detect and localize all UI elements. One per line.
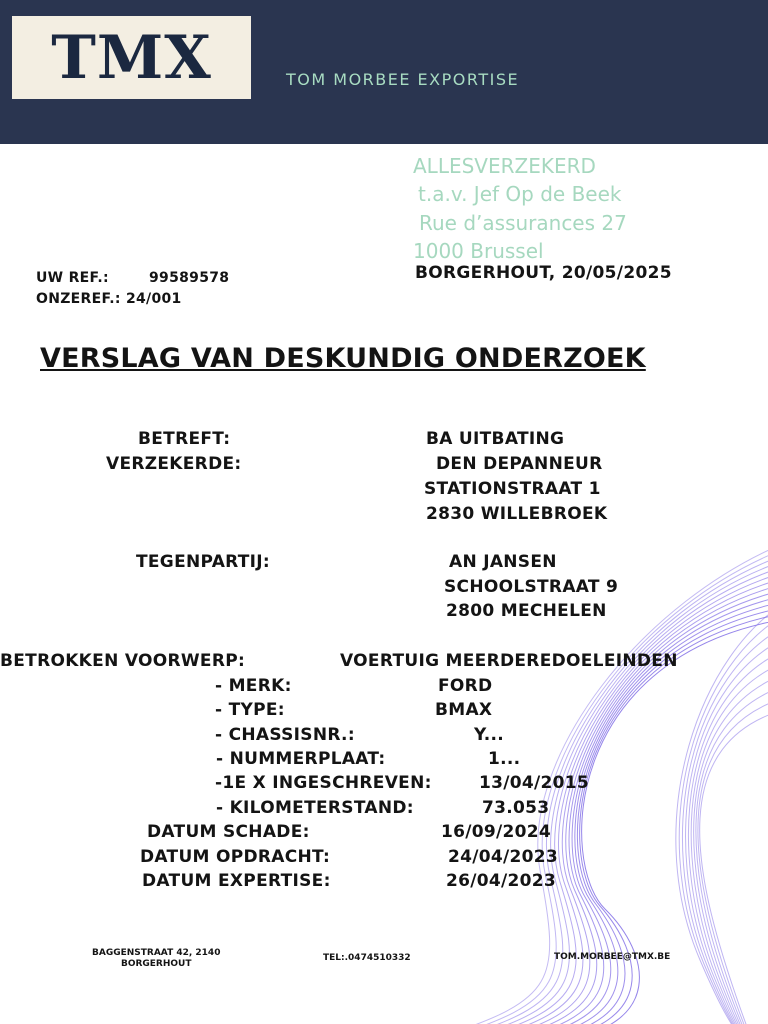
datum-expertise-label: DATUM EXPERTISE: <box>142 871 331 891</box>
swirl-line <box>679 612 768 1024</box>
place-date: BORGERHOUT, 20/05/2025 <box>415 263 672 283</box>
brand-name: TOM MORBEE EXPORTISE <box>286 70 520 89</box>
company-logo <box>12 16 251 99</box>
swirl-line <box>688 648 768 1024</box>
swirl-line <box>676 600 768 1024</box>
swirl-line <box>700 708 768 1024</box>
tegenpartij-label: TEGENPARTIJ: <box>136 552 271 572</box>
footer-phone: TEL:.0474510332 <box>323 953 411 963</box>
datum-opdracht-label: DATUM OPDRACHT: <box>140 847 331 867</box>
header-band <box>0 0 768 144</box>
uw-ref-label: UW REF.: <box>36 270 109 286</box>
type-value: BMAX <box>435 700 493 720</box>
verzekerde-city: 2830 WILLEBROEK <box>426 504 608 524</box>
footer-email: TOM.MORBEE@TMX.BE <box>554 952 671 962</box>
tegenpartij-street: SCHOOLSTRAAT 9 <box>444 577 619 597</box>
chassis-label: - CHASSISNR.: <box>215 725 355 745</box>
chassis-value: Y... <box>474 725 505 745</box>
voorwerp-label: BETROKKEN VOORWERP: <box>0 651 246 671</box>
onze-ref: ONZEREF.: 24/001 <box>36 291 182 307</box>
recipient-company: ALLESVERZEKERD <box>413 154 596 178</box>
verzekerde-label: VERZEKERDE: <box>106 454 242 474</box>
tegenpartij-city: 2800 MECHELEN <box>446 601 607 621</box>
type-label: - TYPE: <box>215 700 285 720</box>
merk-label: - MERK: <box>215 676 292 696</box>
logo-text: TMX <box>51 22 212 93</box>
footer-address-line2: BORGERHOUT <box>120 959 192 969</box>
swirl-line <box>691 660 768 1024</box>
recipient-city: 1000 Brussel <box>413 239 544 263</box>
kilometerstand-value: 73.053 <box>482 798 550 818</box>
document-title: VERSLAG VAN DESKUNDIG ONDERZOEK <box>40 343 646 374</box>
verzekerde-street: STATIONSTRAAT 1 <box>424 479 601 499</box>
swirl-line <box>686 636 768 1024</box>
betreft-label: BETREFT: <box>138 429 231 449</box>
datum-schade-label: DATUM SCHADE: <box>147 822 310 842</box>
recipient-street: Rue d’assurances 27 <box>419 211 627 235</box>
nummerplaat-value: 1... <box>488 749 521 769</box>
swirl-line <box>682 624 768 1024</box>
footer-address <box>92 948 220 970</box>
datum-expertise-value: 26/04/2023 <box>446 871 557 891</box>
uw-ref-value: 99589578 <box>149 270 230 286</box>
swirl-line <box>560 618 768 1024</box>
ingeschreven-value: 13/04/2015 <box>479 773 590 793</box>
betreft-value: BA UITBATING <box>426 429 565 449</box>
recipient-attention: t.a.v. Jef Op de Beek <box>418 182 622 206</box>
datum-schade-value: 16/09/2024 <box>441 822 552 842</box>
merk-value: FORD <box>438 676 493 696</box>
nummerplaat-label: - NUMMERPLAAT: <box>216 749 386 769</box>
voorwerp-value: VOERTUIG MEERDEREDOELEINDEN <box>340 651 678 671</box>
datum-opdracht-value: 24/04/2023 <box>448 847 559 867</box>
tegenpartij-name: AN JANSEN <box>449 552 557 572</box>
swirl-line <box>694 672 768 1024</box>
swirl-line <box>698 696 768 1024</box>
verzekerde-name: DEN DEPANNEUR <box>436 454 603 474</box>
kilometerstand-label: - KILOMETERSTAND: <box>216 798 414 818</box>
footer-address-line1: BAGGENSTRAAT 42, 2140 <box>92 948 221 958</box>
ingeschreven-label: -1E X INGESCHREVEN: <box>215 773 432 793</box>
swirl-line <box>696 684 768 1024</box>
